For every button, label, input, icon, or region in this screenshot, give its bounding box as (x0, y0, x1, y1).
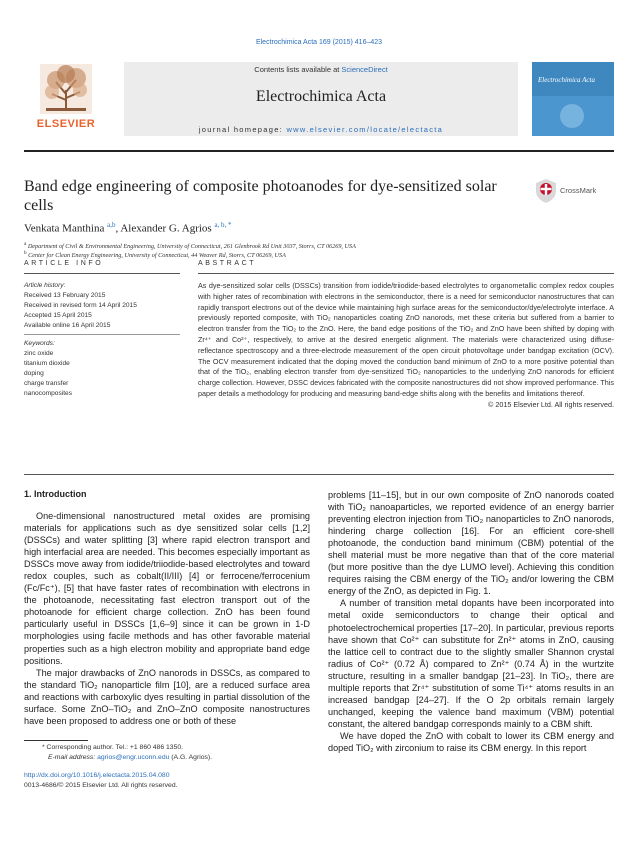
article-title: Band edge engineering of composite photoanodes for dye-sensitized solar cells (24, 178, 497, 214)
article-info-rule (24, 273, 180, 274)
masthead (0, 58, 638, 136)
affiliation-marker: a (24, 241, 27, 247)
abstract-copyright: © 2015 Elsevier Ltd. All rights reserved. (488, 399, 614, 409)
keyword-item: doping (24, 370, 44, 377)
body-paragraph: The major drawbacks of ZnO nanorods in DSSCs, as compared to the standard TiO₂ nanoparticle film [10], are a reduced surface area and reactions with carboxylic dyes resulting in partial dissolution of the surface. Some ZnO–TiO₂ and ZnO–ZnO composite nanostructures have been proposed to address one or both of these (24, 667, 310, 726)
journal-cover-image (532, 62, 614, 136)
body-paragraph: One-dimensional nanostructured metal oxides are promising materials for applications such as dye sensitized solar cells [1,2] (DSSCs) and water splitting [3] where rapid electron transport and high interfacial area are needed. This becomes especially important as DSSCs move away from iodide/triiodide-based electrolytes and toward redox couples, such as cobalt(II/III) [4] or ferrocene/ferrocenium (Fc/Fc⁺), [5] that have faster rates of recombination with electrons in the photoanode, necessitating fast electron transport out of the photoanode for efficient charge collection. ZnO has been found particularly useful in DSSCs [1,6–9] since it can be grown in 1-D morphologies using facile methods and has other favorable material properties such as a high electron mobility and appropriate band edge positions. (24, 511, 310, 666)
author-affiliation-marker[interactable]: a, b, * (214, 221, 232, 229)
footnote-email-line (48, 753, 312, 763)
homepage-link[interactable]: www.elsevier.com/locate/electacta (286, 125, 444, 134)
front-matter-rule (24, 474, 614, 475)
keywords (24, 339, 180, 399)
issn-line: 0013-4686/© 2015 Elsevier Ltd. All rights reserved. (24, 782, 178, 789)
affiliation (24, 241, 356, 250)
body-left-column (24, 510, 310, 727)
masthead-banner (124, 62, 518, 136)
affiliation-marker: b (24, 250, 27, 256)
keyword-item: nanocomposites (24, 390, 73, 397)
author-affiliation-marker[interactable]: a,b (107, 221, 116, 229)
keyword-item: zinc oxide (24, 350, 54, 357)
homepage-line (124, 125, 518, 134)
cover-title: Electrochimica Acta (538, 76, 595, 84)
history-item: Accepted 15 April 2015 (24, 312, 92, 319)
abstract-rule (198, 273, 614, 274)
keyword-item: titanium dioxide (24, 360, 70, 367)
footnote-corresponding (42, 743, 312, 763)
history-item: Received in revised form 14 April 2015 (24, 302, 137, 309)
history-rule (24, 334, 180, 335)
abstract-text: As dye-sensitized solar cells (DSSCs) transition from iodide/triiodide-based electrolytes to organometallic complex redox couples with higher rates of recombination with electrons in the semiconductor, there is a need for semiconductor nanostructures that can rapidly transport electrons out of the device while maintaining high surface areas for the semiconductor/dye/electrolyte interface. A previously reported composite, with TiO₂ nanoparticles coating ZnO nanorods, met these criteria but suffered from a barrier to electron transfer from the TiO₂ to the ZnO. Here, the band edge positions of the TiO₂ and ZnO have been shifted by doping with Zr⁴⁺ and Co²⁺, respectively, to arrive at the desired energetic alignment. The materials were characterized using diffuse-reflectance spectroscopy and a three-electrode measurement of the open circuit photovoltage under bandgap excitation (OCV). The OCV measurement indicated that the doping moved the conduction band minimum of ZnO to a more positive potential than that of the TiO₂, enabling electron transfer from dye-sensitized TiO₂ nanoparticles to the underlying ZnO nanorods for efficient charge collection. However, DSSC devices fabricated with the composite nanostructures did not show improved performance. This paper details a methodology for producing and measuring band-edge shifts along with the benefits and limitations thereof. (198, 281, 614, 398)
author-name[interactable]: Alexander G. Agrios (120, 222, 212, 235)
contents-prefix: Contents lists available at (254, 65, 342, 74)
abstract-body (198, 281, 614, 411)
cover-graphic (532, 96, 614, 136)
body-paragraph: We have doped the ZnO with cobalt to lower its CBM energy and doped TiO₂ with zirconium to raise its CBM energy. In this report (328, 730, 614, 753)
article-identifiers (24, 771, 324, 791)
author-list (24, 221, 232, 235)
body-right-column (328, 489, 614, 754)
history-item: Available online 16 April 2015 (24, 322, 111, 329)
keyword-item: charge transfer (24, 380, 69, 387)
affiliation-text: Center for Clean Energy Engineering, University of Connecticut, 44 Weaver Rd, Storrs, CT 06269, USA (28, 252, 286, 260)
article-info-heading: ARTICLE INFO (24, 260, 104, 267)
history-item: Received 13 February 2015 (24, 292, 106, 299)
body-paragraph: problems [11–15], but in our own composite of ZnO nanorods coated with TiO₂ nanoaparticles, we reported evidence of an energy barrier preventing electron injection from TiO₂ nanoparticles to ZnO nanorods, hindering charge collection [16]. For an efficient core-shell photoanode, the conduction band minimum (CBM) potential of the shell material must be more negative than that of the core material (but more positive than the dye LUMO level). Achieving this condition requires raising the CBM energy of the TiO₂ and/or lowering the CBM energy of the ZnO, as depicted in Fig. 1. (328, 490, 614, 597)
author-name[interactable]: Venkata Manthina (24, 222, 105, 235)
footnote-email-link[interactable]: agrios@engr.uconn.edu (97, 754, 170, 761)
crossmark-label[interactable]: CrossMark (560, 186, 597, 195)
body-paragraph: A number of transition metal dopants have been incorporated into metal oxide semiconductors to change their optical and photoelectrochemical properties [17–20]. In particular, previous reports have shown that Co²⁺ can substitute for Zn²⁺ atoms in ZnO, causing the lattice cell to contract due to the slightly smaller Shannon crystal radius of Co²⁺ (0.72 Å) compared to Zn²⁺ (0.74 Å) in the wurtzite structure, resulting in a smaller bandgap [21–23]. In TiO₂, there are multiple reports that Zr⁴⁺ substitution of some Ti⁴⁺ atoms results in an increased bandgap [24–27]. If the O 2p orbitals remain largely unchanged, keeping the valence band maximum (VBM) potential constant, the altered bandgap corresponds mainly to a CBM shift. (328, 598, 614, 729)
keywords-label: Keywords: (24, 340, 55, 347)
affiliation-text: Department of Civil & Environmental Engineering, University of Connecticut, 261 Glenbrook Rd Unit 3037, Storrs, CT 06269, USA (27, 243, 356, 251)
journal-citation-link[interactable]: Electrochimica Acta 169 (2015) 416–423 (255, 39, 383, 46)
contents-line (124, 65, 518, 74)
footnote-author: * Corresponding author. Tel.: +1 860 486 1350. (42, 744, 184, 751)
journal-title: Electrochimica Acta (255, 88, 387, 105)
footnote-email-label: E-mail address: (48, 754, 98, 761)
affiliation (24, 250, 286, 259)
sciencedirect-link[interactable]: ScienceDirect (341, 65, 388, 74)
author-separator: , (115, 222, 121, 235)
masthead-rule (24, 150, 614, 152)
article-history (24, 281, 180, 331)
footnote-email-suffix: (A.G. Agrios). (169, 754, 213, 761)
footnote-rule (24, 740, 88, 741)
publisher-logo-text: ELSEVIER (36, 118, 96, 130)
section-heading: 1. Introduction (24, 489, 87, 499)
history-label: Article history: (24, 282, 66, 289)
crossmark-icon[interactable] (535, 178, 557, 204)
abstract-heading: ABSTRACT (198, 260, 257, 267)
doi-link[interactable]: http://dx.doi.org/10.1016/j.electacta.2015.04.080 (24, 772, 170, 779)
homepage-prefix: journal homepage: (198, 125, 287, 134)
